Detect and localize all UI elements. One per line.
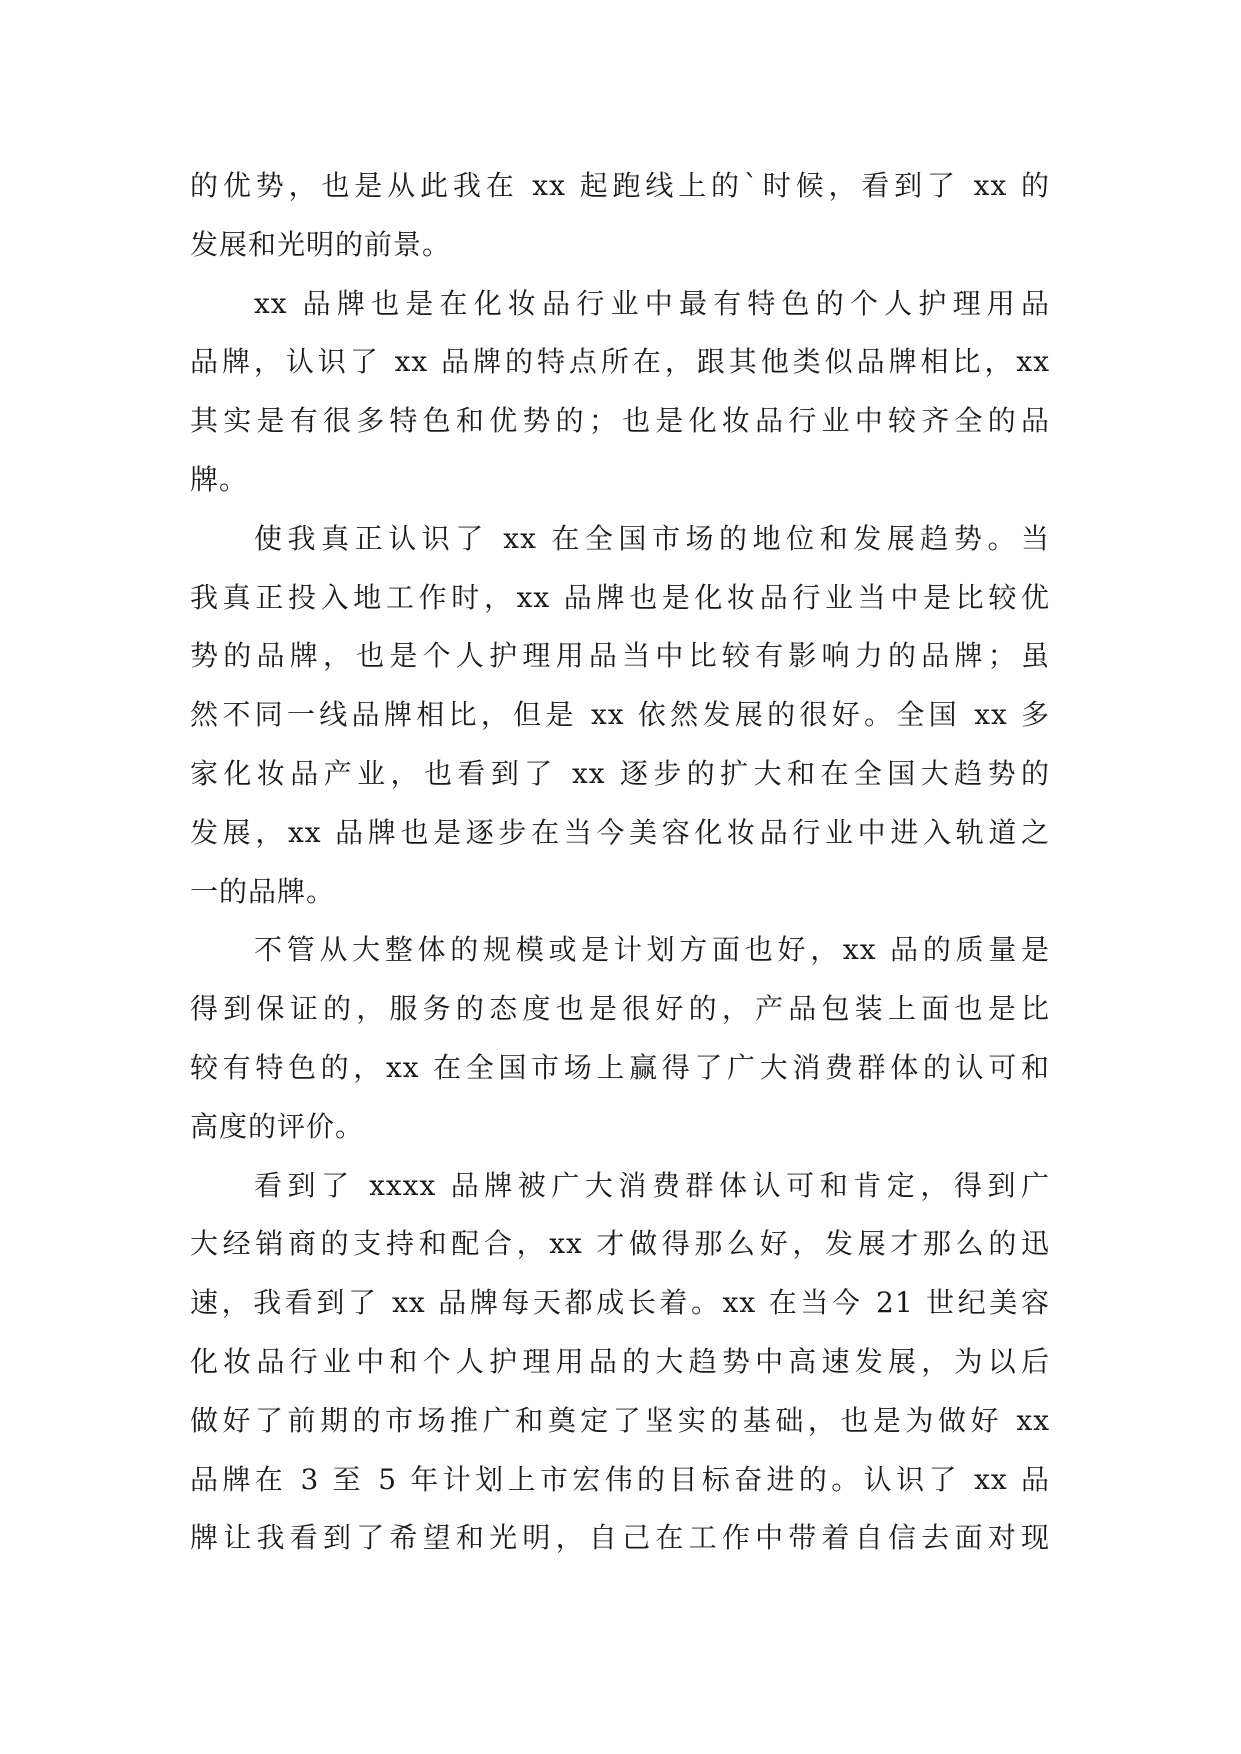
paragraph-1 (190, 157, 1050, 275)
paragraph-4 (190, 921, 1050, 1156)
text-line: 家化妆品产业，也看到了 xx 逐步的扩大和在全国大趋势的 (190, 756, 1050, 790)
text-line: 化妆品行业中和个人护理用品的大趋势中高速发展，为以后 (190, 1344, 1050, 1378)
paragraph-5 (190, 1157, 1050, 1569)
text-line: 牌。 (190, 462, 249, 496)
paragraph-3 (190, 510, 1050, 922)
text-line: 看到了 xxxx 品牌被广大消费群体认可和肯定，得到广 (254, 1168, 1050, 1202)
document-body (190, 157, 1050, 1568)
text-line: 不管从大整体的规模或是计划方面也好，xx 品的质量是 (254, 933, 1050, 967)
text-line: 牌让我看到了希望和光明，自己在工作中带着自信去面对现 (190, 1521, 1050, 1555)
text-line: 势的品牌，也是个人护理用品当中比较有影响力的品牌；虽 (190, 639, 1050, 673)
text-line: 其实是有很多特色和优势的；也是化妆品行业中较齐全的品 (190, 404, 1050, 438)
text-line: 发展和光明的前景。 (190, 227, 452, 261)
text-line: 品牌在 3 至 5 年计划上市宏伟的目标奋进的。认识了 xx 品 (190, 1462, 1050, 1496)
text-line: 使我真正认识了 xx 在全国市场的地位和发展趋势。当 (254, 521, 1050, 555)
text-line: 然不同一线品牌相比，但是 xx 依然发展的很好。全国 xx 多 (190, 698, 1050, 732)
text-line: 得到保证的，服务的态度也是很好的，产品包装上面也是比 (190, 992, 1050, 1026)
text-line: 的优势，也是从此我在 xx 起跑线上的`时候，看到了 xx 的 (190, 169, 1050, 202)
text-line: 速，我看到了 xx 品牌每天都成长着。xx 在当今 21 世纪美容 (190, 1286, 1050, 1320)
paragraph-2 (190, 275, 1050, 510)
text-line: 我真正投入地工作时，xx 品牌也是化妆品行业当中是比较优 (190, 580, 1050, 614)
text-line: 做好了前期的市场推广和奠定了坚实的基础，也是为做好 xx (190, 1403, 1050, 1437)
text-line: 大经销商的支持和配合，xx 才做得那么好，发展才那么的迅 (190, 1227, 1050, 1261)
text-line: 一的品牌。 (190, 874, 336, 908)
text-line: 发展，xx 品牌也是逐步在当今美容化妆品行业中进入轨道之 (190, 815, 1050, 849)
text-line: 品牌，认识了 xx 品牌的特点所在，跟其他类似品牌相比，xx (190, 345, 1050, 379)
text-line: xx 品牌也是在化妆品行业中最有特色的个人护理用品 (254, 286, 1050, 320)
text-line: 高度的评价。 (190, 1109, 365, 1143)
text-line: 较有特色的，xx 在全国市场上赢得了广大消费群体的认可和 (190, 1050, 1050, 1084)
